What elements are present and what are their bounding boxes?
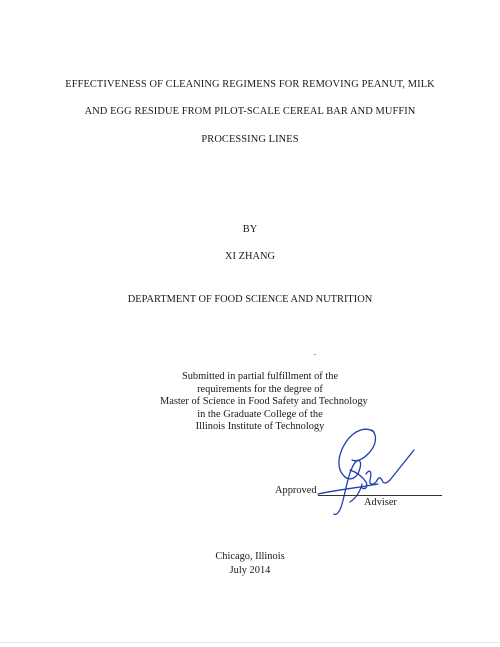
submission-line-3: Master of Science in Food Safety and Technology — [160, 396, 368, 408]
location: Chicago, Illinois — [215, 551, 285, 562]
submission-line-5: Illinois Institute of Technology — [195, 421, 325, 433]
submission-date: July 2014 — [229, 565, 271, 576]
department-name: DEPARTMENT OF FOOD SCIENCE AND NUTRITION — [127, 294, 373, 305]
by-label: BY — [242, 224, 258, 235]
submission-line-4: in the Graduate College of the — [197, 408, 323, 420]
scan-edge — [0, 642, 500, 643]
author-name: XI ZHANG — [225, 251, 275, 262]
scan-speck — [314, 354, 316, 355]
approved-label: Approved — [275, 485, 317, 496]
submission-line-1: Submitted in partial fulfillment of the — [181, 371, 339, 382]
title-line-2: AND EGG RESIDUE FROM PILOT-SCALE CEREAL BAR AND MUFFIN — [84, 106, 416, 117]
submission-line-2: requirements for the degree of — [197, 383, 323, 395]
signature-line — [318, 495, 442, 496]
title-line-3: PROCESSING LINES — [201, 134, 299, 145]
title-line-1: EFFECTIVENESS OF CLEANING REGIMENS FOR REMOVING PEANUT, MILK — [65, 79, 435, 90]
adviser-label: Adviser — [364, 497, 397, 508]
